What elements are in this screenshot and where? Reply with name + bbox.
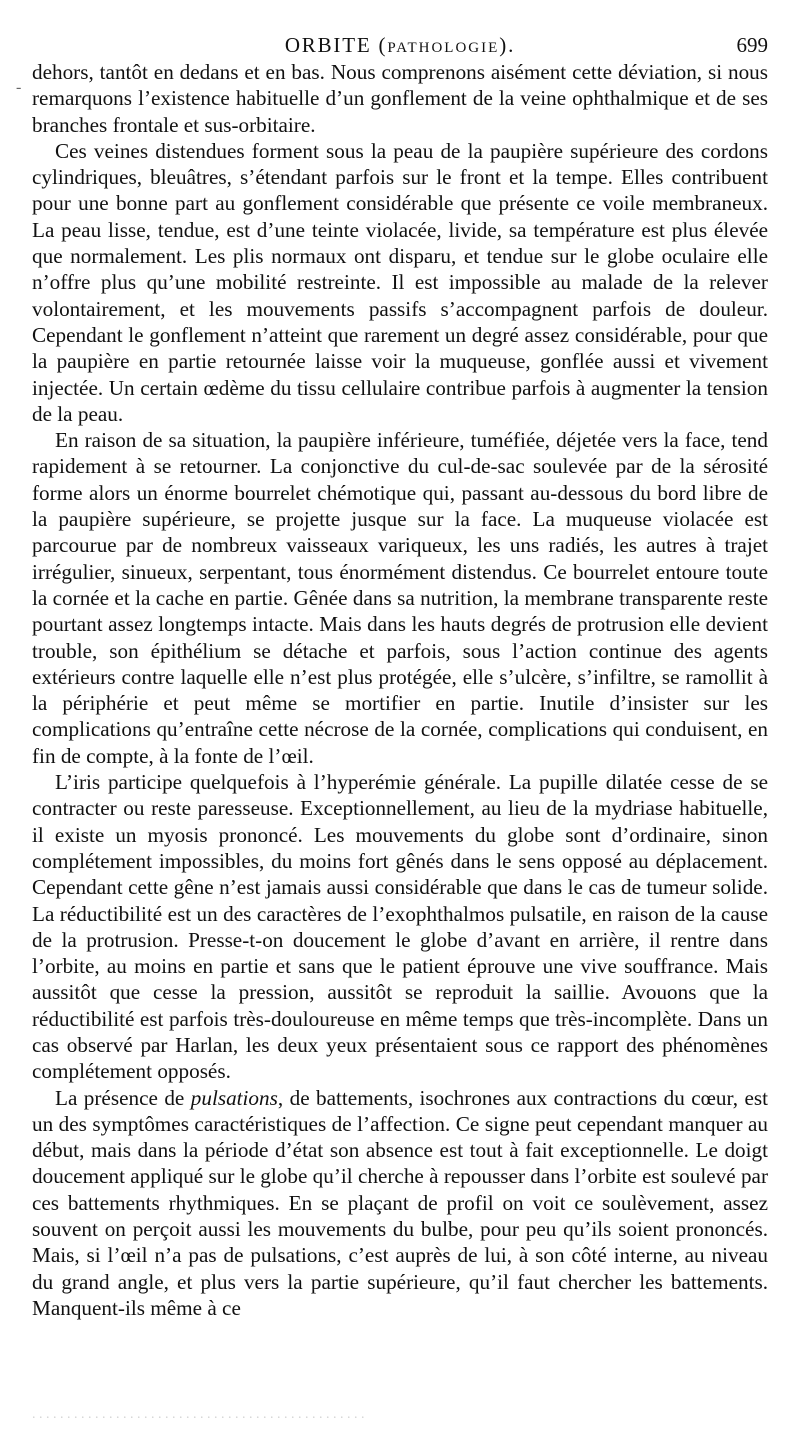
title-close-parenthesis: ). xyxy=(499,33,516,57)
page-number: 699 xyxy=(736,33,768,57)
paragraph-3: En raison de sa situation, la paupière inférieure, tuméfiée, déjetée vers la face, tend rapidement à se retourner. La conjonctive du cul-de-sac soulevée par de la sérosité forme alors un énorme bourrelet chémotique qui, passant au-dessous du bord libre de la paupière supérieure, se projette jusque sur la face. La muqueuse violacée est parcourue par de nombreux vaisseaux variqueux, les uns radiés, les autres à trajet irrégulier, sinueux, serpentant, tous énormément distendus. Ce bourrelet entoure toute la cornée et la cache en partie. Gênée dans sa nutrition, la membrane transparente reste pourtant assez longtemps intacte. Mais dans les hauts degrés de protrusion elle devient trouble, son épithélium se détache et parfois, sous l’action continue des agents extérieurs contre laquelle elle n’est plus protégée, elle s’ulcère, s’infiltre, se ramollit à la périphérie et peut même se mortifier en partie. Inutile d’insister sur les complications qu’entraîne cette nécrose de la cornée, complications qui conduisent, en fin de compte, à la fonte de l’œil. xyxy=(32,428,768,768)
paragraph-2: Ces veines distendues forment sous la peau de la paupière supérieure des cordons cylindriques, bleuâtres, s’étendant parfois sur le front et la tempe. Elles contribuent pour une bonne part au gonflement considérable que présente ce voile membraneux. La peau lisse, tendue, est d’une teinte violacée, livide, sa température est plus élevée que normalement. Les plis normaux ont disparu, et tendue sur le globe oculaire elle n’offre plus qu’une mobilité restreinte. Il est impossible au malade de la relever volontairement, et les mouvements passifs s’accompagnent parfois de douleur. Cependant le gonflement n’atteint que rarement un degré assez considérable, pour que la paupière en partie retournée laisse voir la muqueuse, gonflée aussi et vivement injectée. Un certain œdème du tissu cellulaire contribue parfois à augmenter la tension de la peau. xyxy=(32,138,768,426)
faded-bleedthrough-line: . . . . . . . . . . . . . . . . . . . . . . . . . . . . . . . . . . . . . . . . . . . . . . . . xyxy=(32,1407,365,1422)
margin-mark: - xyxy=(16,79,22,96)
paragraph-1: dehors, tantôt en dedans et en bas. Nous comprenons aisément cette déviation, si nous remarquons l’existence habituelle d’un gonflement de la veine ophthalmique et de ses branches frontale et sus-orbitaire. xyxy=(32,60,768,137)
paragraph-4: L’iris participe quelquefois à l’hyperémie générale. La pupille dilatée cesse de se contracter ou reste paresseuse. Exceptionnellement, au lieu de la mydriase habituelle, il existe un myosis prononcé. Les mouvements du globe sont d’ordinaire, sinon complétement impossibles, du moins fort gênés dans le sens opposé au déplacement. Cependant cette gêne n’est jamais aussi considérable que dans le cas de tumeur solide. La réductibilité est un des caractères de l’exophthalmos pulsatile, en raison de la cause de la protrusion. Presse-t-on doucement le globe d’avant en arrière, il rentre dans l’orbite, au moins en partie et sans que le patient éprouve une vive souffrance. Mais aussitôt que cesse la pression, aussitôt se reproduit la saillie. Avouons que la réductibilité est parfois très-douloureuse en même temps que très-incomplète. Dans un cas observé par Harlan, les deux yeux présentaient sous ce rapport des phénomènes complétement opposés. xyxy=(32,770,768,1084)
paragraph-5 xyxy=(32,1085,768,1322)
title-open-parenthesis: ( xyxy=(378,33,388,57)
pulsations-term: pulsations xyxy=(190,1085,278,1110)
title-main: ORBITE xyxy=(284,33,372,57)
paragraph-5-rest: , de battements, isochrones aux contractions du cœur, est un des symptômes caractéristiques de l’affection. Ce signe peut cependant manquer au début, mais dans la période d’état son absence est tout à fait exceptionnelle. Le doigt doucement appliqué sur le globe qu’il cherche à repousser dans l’orbite est soulevé par ces battements rhythmiques. En se plaçant de profil on voit ce soulèvement, assez souvent on perçoit aussi les mouvements du bulbe, pour peu qu’ils soient prononcés. Mais, si l’œil n’a pas de pulsations, c’est auprès de lui, à son côté interne, au niveau du grand angle, et plus vers la partie supérieure, qu’il faut chercher les battements. Manquent-ils même à ce xyxy=(32,1085,769,1320)
title-section: PATHOLOGIE xyxy=(387,40,500,56)
main-text-column xyxy=(32,59,768,1321)
running-header xyxy=(32,30,768,60)
paragraph-5-start: La présence de xyxy=(55,1085,191,1110)
